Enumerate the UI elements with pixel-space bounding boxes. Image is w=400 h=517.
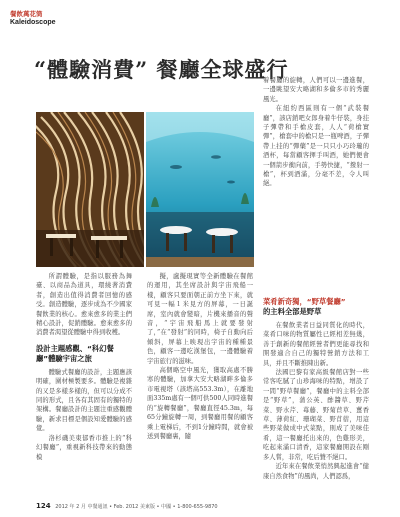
page-number: 124 [36, 502, 51, 510]
restaurant-photo-wood-curves [36, 112, 144, 267]
section-header [10, 10, 56, 27]
subheading-highlight: 菜肴新奇獨，“野草餐廳” [263, 297, 346, 306]
article-column-3-lower [263, 297, 369, 481]
article-column-2 [147, 272, 253, 441]
paragraph: 法國巴黎有家高級餐館店對一些常客吃膩了山珍海味的特點，增設了一間“野草餐廳”，餐廳中的主料全部是“野草”，蒲公英、酢醬草、野芹菜、野水芹、苺藤、野菊苣草、薑香草、薄荷紅、珊瑚菜、野苜蓿，用這些野菜做成中式菜點，則成了美味佳肴，這一餐廳托出來的，色雞形美，吃起來滿口清香，這家餐廳開設在剛多人嘗，非常，吃后贊不絕口。 [263, 369, 369, 461]
article-column-3 [263, 76, 369, 189]
paragraph: 洛杉磯美東郁香市推上的“科幻餐廳”，重視新科技帶來的動態模 [36, 434, 132, 461]
restaurant-photo-underwater [146, 112, 254, 267]
paragraph: 近年來在餐飲業悄然興起進會“健康自然食物”的風尚，人們認爲， [263, 463, 369, 480]
section-title-en: Kaleidoscope [10, 19, 56, 26]
article-title: “體驗消費” 餐廳全球盛行 [34, 57, 289, 82]
page-footer [36, 502, 218, 510]
paragraph: 在餐飲業者日益同質化的時代，菜肴口味的物質屬性已經相差無幾，善于創新的餐館經營者們更能尋找和開發適合自己的獨特營銷方法和工具，并且不斷推陳出新。 [263, 322, 369, 367]
paragraph: 在紐約西區則有一個“武裝餐廳”，該店銷吧女郎身着牛仔裝，身挂子彈帶和手槍皮套，人人“荷槍實彈”，槍套中的槍只是一瓶啤酒，子彈帶上挂的“彈藥”是一只只小巧玲瓏的酒杯，每當顧客揮手叫酒，她們便會一個箭步衝向前，手勢快捷，“撥射一槍”，杯到酒滿，分毫不差，令人叫絕。 [263, 105, 369, 188]
subheading: 設計主題感觀、“科幻餐廳”體驗宇宙之旅 [36, 343, 114, 363]
article-column-1 [36, 272, 132, 462]
paragraph: 所謂體驗，是指以服務為舞臺、以商品為道具，環繞著消費者，創造出值得消費者回憶的感受。創造體驗，逐步成為不少國家餐飲業的核心。愈來愈多的業主們精心設計，促銷體驗。愈來愈多的消費者渴望從體驗中得到收穫。 [36, 273, 132, 337]
paragraph: 高個略空中風光，獲取高處不勝寒的體驗，加拿大安大略湖畔多倫多市電視塔（該塔高553.3m），在離地面335m處有一個可供500人同時進餐的“旋轉餐廳”，餐廳直徑45.3m，每65分鐘旋轉一周，到餐廳用餐的顧客乘上電梯后，不到1分鐘時間，就會被送到餐廳裏，隨 [147, 367, 253, 440]
subheading-rest: 的主料全部是野草 [263, 307, 322, 316]
paragraph: 着餐廳的旋轉，人們可以一邊進餐，一邊眺望安大略湖和多倫多市的秀麗風光。 [263, 77, 369, 103]
paragraph: 擬，盧擬現實等全新體驗在餐館的運用，其坐席設計與宇宙飛船一樣，顧客只要面朝正前方坐下來，就可見一幅１米見方的屏幕，一日誕席，室內就會變暗，片機來播音的聲音，“宇宙飛船馬上就要發射了，”在“發射”的同時，椅子自動向后傾斜，屏幕上映現出宇宙的種種景色，顧客一邊吃漢堡包，一邊體驗着宇宙旅行的滋味。 [147, 273, 253, 365]
section-title-cn: 餐飲萬花筒 [10, 10, 43, 18]
paragraph: 體驗式餐廳的設計，主題應該明確，圍材極製要多。體驗是複雜的又是多樣多樣的，但可以分成不同的形式，且各有其固有的獨特的架構。餐廳設計的主題注重感觀體驗，新求目標是個設知愛體驗的感覺。 [36, 368, 132, 433]
subheading [263, 297, 369, 317]
issue-info: 2012 年 2 月 中餐通訊 • Feb. 2012 美東版 • 中國 • 1-800-655-9870 [55, 504, 218, 510]
